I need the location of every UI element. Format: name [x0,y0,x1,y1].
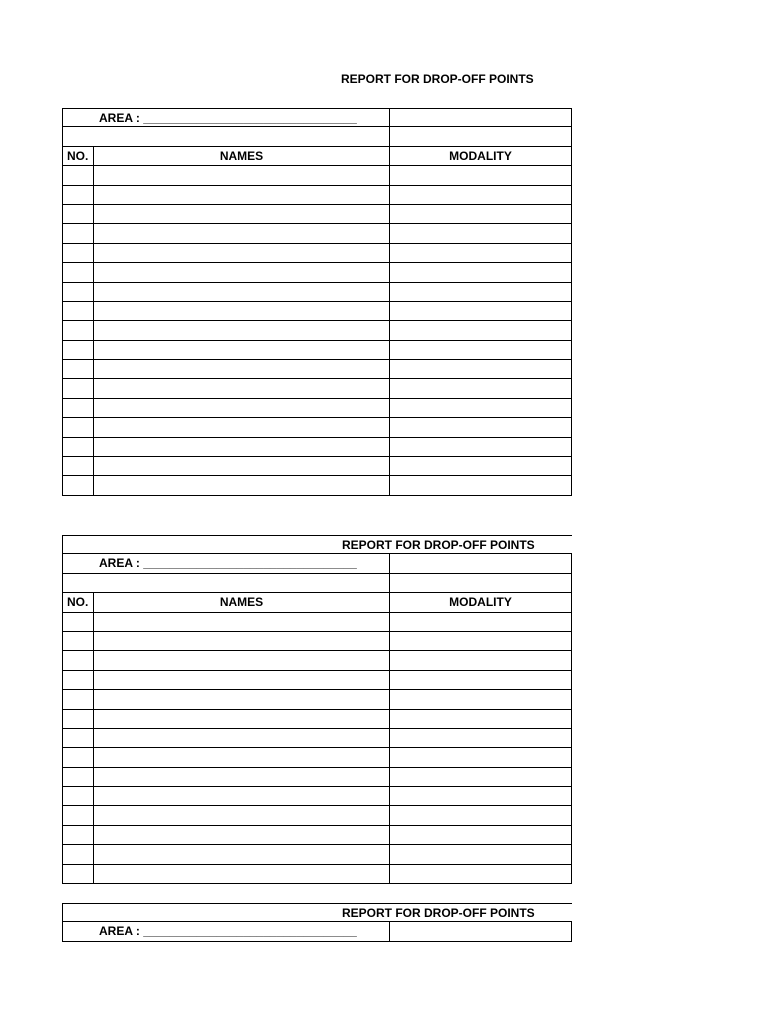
no-cell [62,845,94,863]
no-cell [62,379,94,397]
modality-cell [390,418,572,436]
modality-cell [390,865,572,883]
names-cell [94,476,390,494]
modality-cell [390,806,572,824]
table-row [62,748,572,767]
no-cell [62,418,94,436]
area-side-cell [390,554,572,572]
spacer-row [62,127,572,146]
modality-cell [390,457,572,475]
no-cell [62,321,94,339]
table-row [62,438,572,457]
table-row [62,341,572,360]
modality-cell [390,244,572,262]
names-cell [94,768,390,786]
table-row [62,787,572,806]
no-cell [62,302,94,320]
no-cell [62,632,94,650]
table-row [62,321,572,340]
names-cell [94,729,390,747]
title-cell [62,536,572,553]
col-header-names: NAMES [94,593,390,611]
title-row [62,535,572,554]
no-cell [62,690,94,708]
modality-cell [390,476,572,494]
table-row [62,244,572,263]
table-row [62,613,572,632]
modality-cell [390,632,572,650]
modality-cell [390,845,572,863]
spacer-row [62,574,572,593]
names-cell [94,710,390,728]
names-cell [94,399,390,417]
names-cell [94,166,390,184]
report-title: REPORT FOR DROP-OFF POINTS [342,538,535,552]
names-cell [94,283,390,301]
names-cell [94,632,390,650]
names-cell [94,845,390,863]
area-row [62,108,572,127]
no-cell [62,341,94,359]
no-cell [62,806,94,824]
no-cell [62,438,94,456]
title-cell [62,904,572,921]
area-cell [62,109,390,126]
header-row [62,593,572,612]
modality-cell [390,671,572,689]
names-cell [94,457,390,475]
names-cell [94,671,390,689]
area-label: AREA : ________________________________ [99,111,357,125]
names-cell [94,787,390,805]
spacer-side-cell [390,127,572,145]
no-cell [62,224,94,242]
names-cell [94,418,390,436]
modality-cell [390,613,572,631]
table-row [62,671,572,690]
no-cell [62,476,94,494]
names-cell [94,224,390,242]
no-cell [62,651,94,669]
table-row [62,379,572,398]
names-cell [94,360,390,378]
report-form-1 [62,108,572,496]
modality-cell [390,283,572,301]
area-label: AREA : ________________________________ [99,924,357,939]
no-cell [62,186,94,204]
table-row [62,768,572,787]
names-cell [94,748,390,766]
modality-cell [390,360,572,378]
no-cell [62,768,94,786]
modality-cell [390,321,572,339]
no-cell [62,360,94,378]
area-label: AREA : ________________________________ [99,556,357,571]
area-side-cell [390,109,572,126]
col-header-modality: MODALITY [390,147,572,165]
col-header-names: NAMES [94,147,390,165]
area-cell [62,554,390,572]
no-cell [62,457,94,475]
no-cell [62,826,94,844]
table-row [62,263,572,282]
no-cell [62,729,94,747]
names-cell [94,341,390,359]
spacer-cell [62,574,390,592]
table-row [62,476,572,495]
modality-cell [390,787,572,805]
no-cell [62,166,94,184]
no-cell [62,710,94,728]
names-cell [94,690,390,708]
no-cell [62,205,94,223]
table-row [62,632,572,651]
header-row [62,147,572,166]
table-row [62,845,572,864]
no-cell [62,613,94,631]
table-row [62,457,572,476]
modality-cell [390,399,572,417]
table-row [62,166,572,185]
names-cell [94,263,390,281]
table-row [62,690,572,709]
no-cell [62,244,94,262]
no-cell [62,748,94,766]
modality-cell [390,224,572,242]
col-header-modality: MODALITY [390,593,572,611]
table-row [62,865,572,884]
table-row [62,205,572,224]
names-cell [94,302,390,320]
modality-cell [390,690,572,708]
area-row [62,922,572,941]
modality-cell [390,438,572,456]
modality-cell [390,186,572,204]
area-side-cell [390,922,572,940]
names-cell [94,379,390,397]
names-cell [94,186,390,204]
names-cell [94,244,390,262]
names-cell [94,613,390,631]
table-row [62,729,572,748]
entry-rows [62,166,572,496]
no-cell [62,865,94,883]
table-row [62,399,572,418]
report-form-3 [62,903,572,942]
no-cell [62,399,94,417]
modality-cell [390,729,572,747]
table-row [62,806,572,825]
table-row [62,302,572,321]
names-cell [94,205,390,223]
modality-cell [390,710,572,728]
table-row [62,224,572,243]
no-cell [62,283,94,301]
no-cell [62,263,94,281]
table-row [62,651,572,670]
modality-cell [390,768,572,786]
modality-cell [390,205,572,223]
names-cell [94,651,390,669]
modality-cell [390,748,572,766]
table-row [62,186,572,205]
names-cell [94,865,390,883]
entry-rows [62,613,572,884]
names-cell [94,321,390,339]
report-title: REPORT FOR DROP-OFF POINTS [342,906,535,920]
col-header-no: NO. [62,147,94,165]
modality-cell [390,302,572,320]
table-row [62,418,572,437]
area-row [62,554,572,573]
report-title: REPORT FOR DROP-OFF POINTS [341,72,534,86]
col-header-no: NO. [62,593,94,611]
modality-cell [390,263,572,281]
title-row [62,903,572,922]
no-cell [62,787,94,805]
modality-cell [390,166,572,184]
names-cell [94,438,390,456]
area-cell [62,922,390,940]
modality-cell [390,651,572,669]
report-form-2 [62,535,572,884]
table-row [62,283,572,302]
names-cell [94,826,390,844]
names-cell [94,806,390,824]
no-cell [62,671,94,689]
modality-cell [390,826,572,844]
table-row [62,710,572,729]
spacer-cell [62,127,390,145]
spacer-side-cell [390,574,572,592]
table-row [62,826,572,845]
modality-cell [390,341,572,359]
modality-cell [390,379,572,397]
table-row [62,360,572,379]
